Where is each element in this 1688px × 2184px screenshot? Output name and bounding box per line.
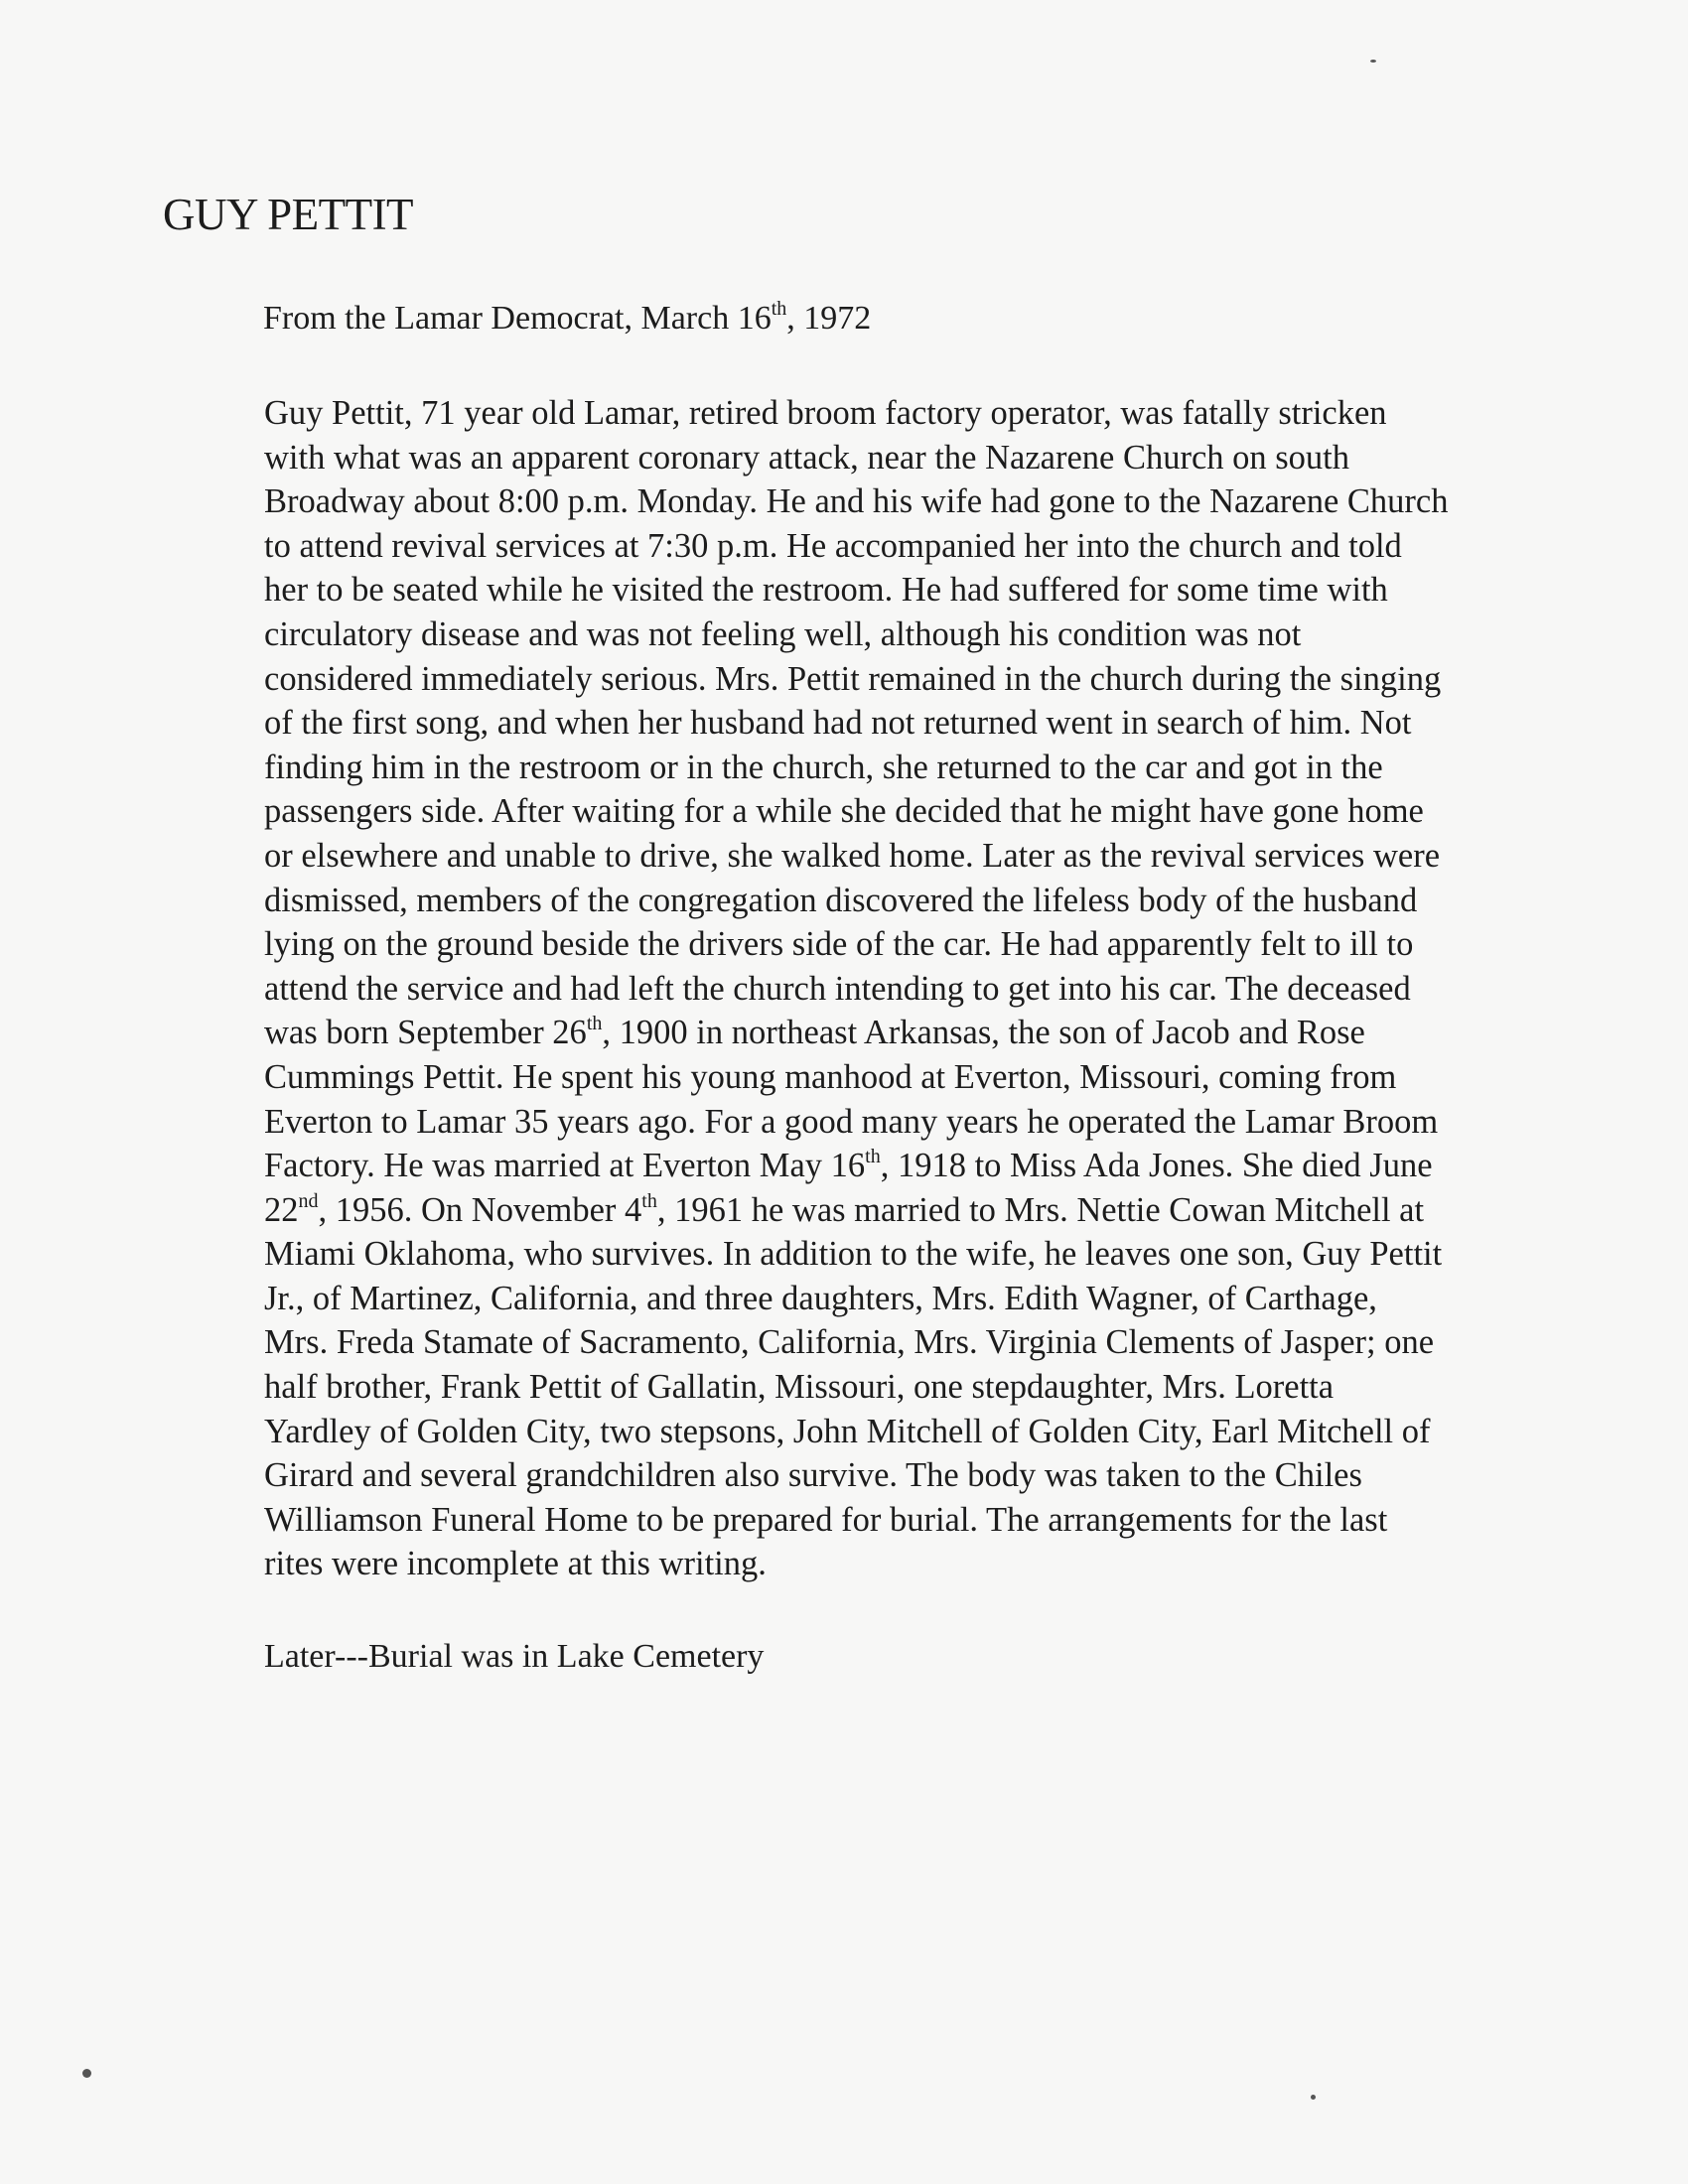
text-segment: her to be seated while he visited the restroom. He had suffered for some time with xyxy=(264,571,1388,610)
burial-note: Later---Burial was in Lake Cemetery xyxy=(264,1638,765,1675)
text-line xyxy=(264,391,1674,436)
text-segment: lying on the ground beside the drivers side of the car. He had apparently felt to ill to xyxy=(264,925,1414,964)
text-line xyxy=(264,1011,1674,1055)
text-line xyxy=(264,1100,1674,1145)
text-segment: , 1900 in northeast Arkansas, the son of Jacob and Rose xyxy=(602,1014,1365,1052)
text-segment: half brother, Frank Pettit of Gallatin, Missouri, one stepdaughter, Mrs. Loretta xyxy=(264,1368,1335,1407)
text-line xyxy=(264,657,1674,702)
text-line xyxy=(264,1144,1674,1188)
scan-speck xyxy=(1370,60,1376,63)
text-segment: or elsewhere and unable to drive, she walked home. Later as the revival services were xyxy=(264,836,1441,875)
text-line xyxy=(264,1498,1674,1543)
text-segment: with what was an apparent coronary attack, near the Nazarene Church on south xyxy=(264,438,1350,477)
ordinal-suffix: nd xyxy=(298,1189,319,1212)
text-line xyxy=(264,1320,1674,1365)
text-segment: Yardley of Golden City, two stepsons, John Mitchell of Golden City, Earl Mitchell of xyxy=(264,1412,1431,1450)
text-line xyxy=(264,701,1674,746)
text-segment: Mrs. Freda Stamate of Sacramento, California, Mrs. Virginia Clements of Jasper; one xyxy=(264,1323,1435,1362)
text-segment: Broadway about 8:00 p.m. Monday. He and his wife had gone to the Nazarene Church xyxy=(264,482,1449,521)
document-title: GUY PETTIT xyxy=(163,190,414,239)
text-line xyxy=(264,436,1674,480)
scan-speck xyxy=(1311,2095,1316,2100)
text-line xyxy=(264,568,1674,613)
text-segment: attend the service and had left the church intending to get into his car. The deceased xyxy=(264,969,1411,1008)
text-segment: to attend revival services at 7:30 p.m. He accompanied her into the church and told xyxy=(264,526,1402,565)
text-segment: dismissed, members of the congregation discovered the lifeless body of the husband xyxy=(264,881,1418,919)
obituary-body xyxy=(264,391,1674,1586)
text-line xyxy=(264,789,1674,834)
text-line xyxy=(264,1453,1674,1498)
text-line xyxy=(264,1542,1674,1586)
text-line xyxy=(264,613,1674,657)
text-segment: Miami Oklahoma, who survives. In addition to the wife, he leaves one son, Guy Pettit xyxy=(264,1235,1443,1274)
ordinal-suffix: th xyxy=(771,298,787,320)
text-segment: Williamson Funeral Home to be prepared for burial. The arrangements for the last xyxy=(264,1500,1388,1539)
text-segment: circulatory disease and was not feeling well, although his condition was not xyxy=(264,614,1302,653)
text-segment: , 1972 xyxy=(786,300,872,337)
text-line xyxy=(264,1232,1674,1277)
text-segment: rites were incomplete at this writing. xyxy=(264,1545,767,1583)
text-segment: Factory. He was married at Everton May 16 xyxy=(264,1147,866,1185)
text-segment: Jr., of Martinez, California, and three daughters, Mrs. Edith Wagner, of Carthage, xyxy=(264,1279,1377,1317)
text-segment: Everton to Lamar 35 years ago. For a good many years he operated the Lamar Broom xyxy=(264,1102,1439,1141)
ordinal-suffix: th xyxy=(641,1189,657,1212)
text-segment: passengers side. After waiting for a while she decided that he might have gone home xyxy=(264,792,1424,831)
text-line xyxy=(264,1365,1674,1410)
source-line xyxy=(263,300,871,338)
text-segment: 22 xyxy=(264,1190,299,1229)
text-segment: of the first song, and when her husband had not returned went in search of him. Not xyxy=(264,704,1412,743)
text-line xyxy=(264,1410,1674,1454)
text-segment: finding him in the restroom or in the church, she returned to the car and got in the xyxy=(264,748,1383,786)
scan-speck xyxy=(82,2069,91,2078)
text-line xyxy=(264,879,1674,923)
text-segment: , 1918 to Miss Ada Jones. She died June xyxy=(880,1147,1433,1185)
text-segment: , 1961 he was married to Mrs. Nettie Cowan Mitchell at xyxy=(656,1190,1425,1229)
ordinal-suffix: th xyxy=(586,1013,603,1035)
ordinal-suffix: th xyxy=(865,1146,881,1168)
text-segment: Cummings Pettit. He spent his young manhood at Everton, Missouri, coming from xyxy=(264,1057,1397,1096)
text-line xyxy=(264,524,1674,569)
text-line xyxy=(264,479,1674,524)
text-segment: considered immediately serious. Mrs. Pettit remained in the church during the singing xyxy=(264,659,1442,698)
text-line xyxy=(264,922,1674,967)
text-line xyxy=(264,1055,1674,1100)
text-line xyxy=(263,300,871,338)
text-segment: Girard and several grandchildren also survive. The body was taken to the Chiles xyxy=(264,1456,1362,1495)
text-segment: Guy Pettit, 71 year old Lamar, retired broom factory operator, was fatally stricken xyxy=(264,394,1387,432)
text-segment: , 1956. On November 4 xyxy=(318,1190,642,1229)
text-line xyxy=(264,1188,1674,1233)
text-line xyxy=(264,746,1674,790)
text-line xyxy=(264,834,1674,879)
text-segment: From the Lamar Democrat, March 16 xyxy=(263,300,772,337)
text-line xyxy=(264,1277,1674,1321)
text-line xyxy=(264,967,1674,1012)
text-segment: was born September 26 xyxy=(264,1014,587,1052)
